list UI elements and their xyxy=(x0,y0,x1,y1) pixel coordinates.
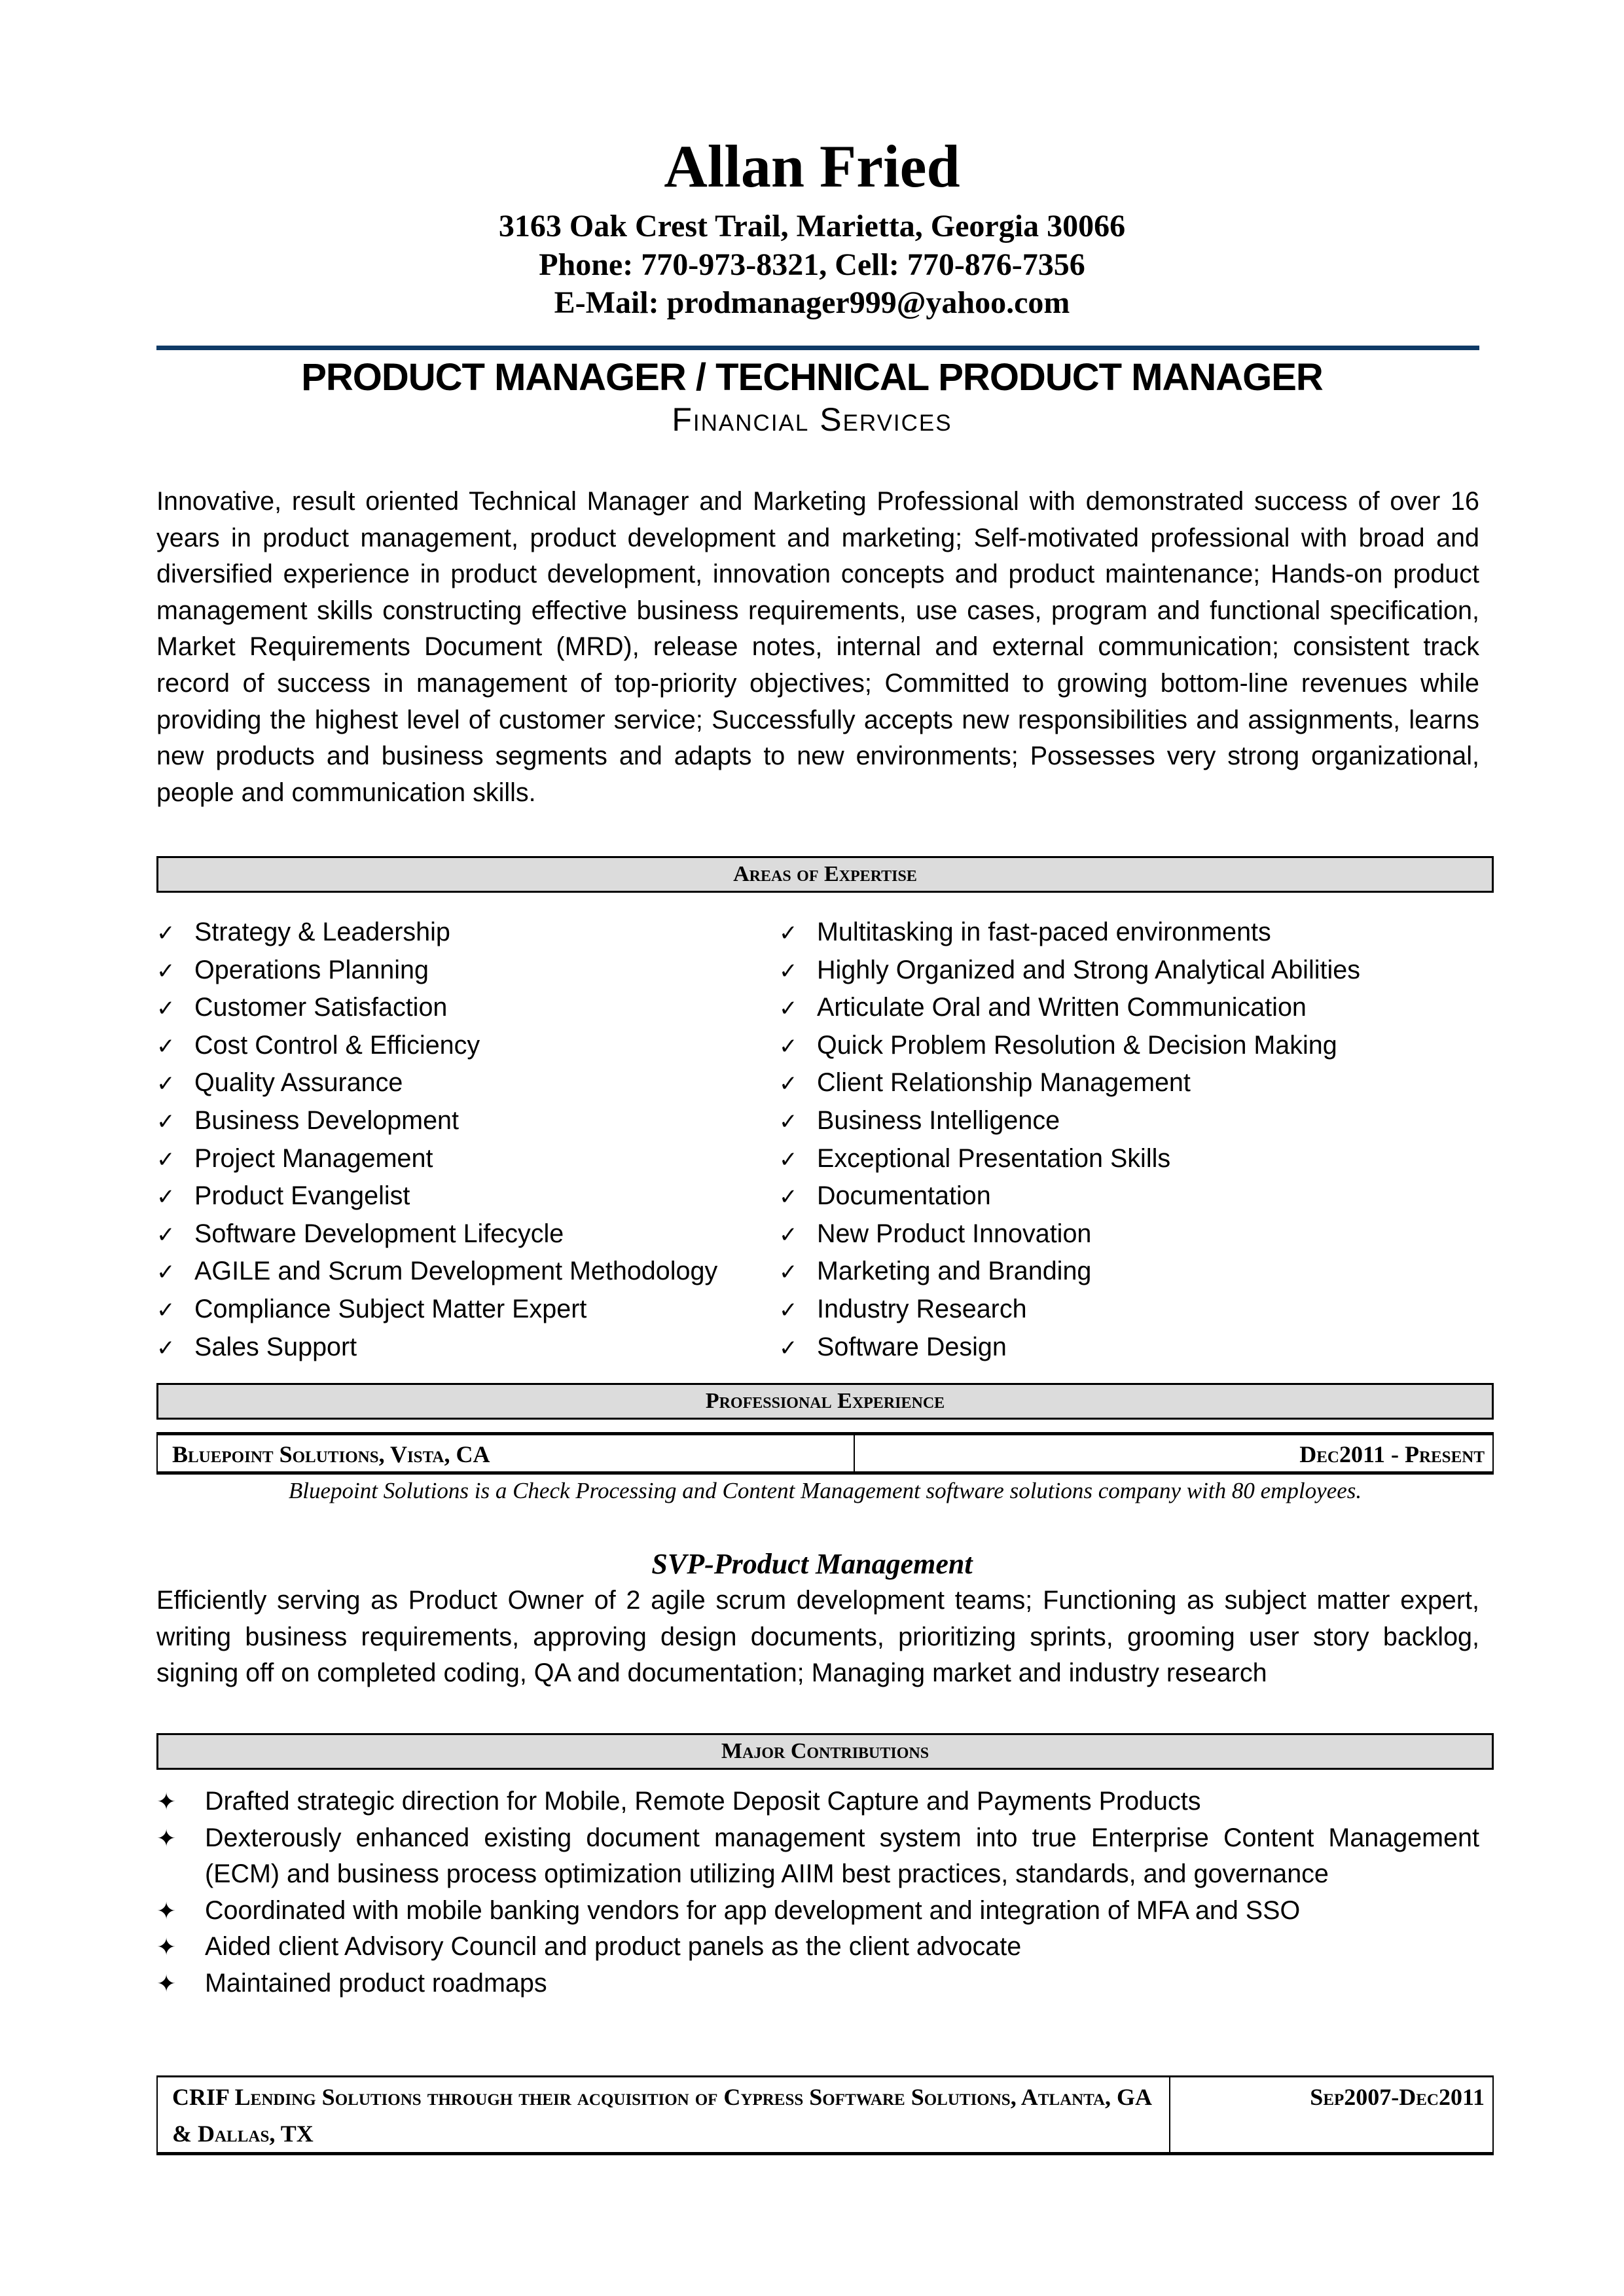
contribution-text: Maintained product roadmaps xyxy=(205,1968,547,1998)
expertise-item xyxy=(156,914,717,952)
expertise-item xyxy=(156,1253,717,1291)
contribution-item xyxy=(156,1784,1479,1820)
expertise-list-left xyxy=(156,914,717,1367)
expertise-list-right xyxy=(779,914,1360,1367)
expertise-label: Business Development xyxy=(194,1105,459,1135)
expertise-label: Articulate Oral and Written Communication xyxy=(817,993,1307,1022)
expertise-label: Operations Planning xyxy=(194,955,429,984)
checkmark-icon: ✓ xyxy=(156,1260,175,1285)
expertise-label: Project Management xyxy=(194,1143,433,1173)
email-line: E-Mail: prodmanager999@yahoo.com xyxy=(554,285,1070,320)
job-company: Bluepoint Solutions, Vista, CA xyxy=(158,1435,855,1471)
checkmark-icon: ✓ xyxy=(156,1222,175,1247)
professional-summary: Innovative, result oriented Technical Manager and Marketing Professional with demonstrated success of over 16 years in product management, product development and marketing; Self-motivated professional with broad and diversified experience in product development, innovation concepts and product maintenance; Hands-on product management skills constructing effective business requirements, use cases, program and functional specification, Market Requirements Document (MRD), release notes, internal and external communication; consistent track record of success in management of top-priority objectives; Committed to growing bottom-line revenues while providing the highest level of customer service; Successfully accepts new responsibilities and assignments, learns new products and business segments and adapts to new environments; Possesses very strong organizational, people and communication skills. xyxy=(156,487,1479,807)
checkmark-icon: ✓ xyxy=(156,958,175,984)
expertise-item xyxy=(779,1141,1360,1179)
checkmark-icon: ✓ xyxy=(779,1185,798,1210)
expertise-label: Multitasking in fast-paced environments xyxy=(817,918,1271,946)
expertise-item xyxy=(156,1103,717,1141)
contribution-item xyxy=(156,1820,1479,1893)
expertise-label: Industry Research xyxy=(817,1294,1027,1323)
expertise-label: Cost Control & Efficiency xyxy=(194,1030,480,1060)
expertise-label: New Product Innovation xyxy=(817,1219,1092,1248)
expertise-item xyxy=(779,1329,1360,1367)
contributions-list xyxy=(156,1784,1479,2002)
expertise-item xyxy=(156,1291,717,1329)
checkmark-icon: ✓ xyxy=(779,1260,798,1285)
expertise-item xyxy=(779,990,1360,1028)
headline-title: PRODUCT MANAGER / TECHNICAL PRODUCT MANAGER xyxy=(301,356,1323,399)
checkmark-icon: ✓ xyxy=(779,1071,798,1097)
star-bullet-icon: ✦ xyxy=(156,1897,177,1924)
expertise-item xyxy=(156,990,717,1028)
expertise-label: Strategy & Leadership xyxy=(194,918,450,946)
contribution-text: Dexterously enhanced existing document management system into true Enterprise Content Management (ECM) and business process optimization utilizing AIIM best practices, standards, and governance xyxy=(205,1823,1479,1889)
expertise-item xyxy=(156,1065,717,1103)
expertise-label: Compliance Subject Matter Expert xyxy=(194,1294,587,1323)
checkmark-icon: ✓ xyxy=(779,958,798,984)
checkmark-icon: ✓ xyxy=(156,1297,175,1323)
expertise-item xyxy=(156,1178,717,1216)
checkmark-icon: ✓ xyxy=(779,1297,798,1323)
expertise-label: Highly Organized and Strong Analytical Abilities xyxy=(817,955,1360,984)
checkmark-icon: ✓ xyxy=(156,1185,175,1210)
section-header-contributions xyxy=(156,1733,1494,1770)
checkmark-icon: ✓ xyxy=(779,1147,798,1172)
checkmark-icon: ✓ xyxy=(156,996,175,1022)
expertise-label: Business Intelligence xyxy=(817,1105,1060,1135)
contribution-item xyxy=(156,1965,1479,2002)
checkmark-icon: ✓ xyxy=(779,1222,798,1247)
checkmark-icon: ✓ xyxy=(779,1335,798,1361)
expertise-item xyxy=(779,1065,1360,1103)
contribution-text: Drafted strategic direction for Mobile, Remote Deposit Capture and Payments Products xyxy=(205,1787,1201,1816)
expertise-item xyxy=(779,1028,1360,1066)
checkmark-icon: ✓ xyxy=(156,1071,175,1097)
expertise-label: Marketing and Branding xyxy=(817,1257,1092,1286)
expertise-item xyxy=(156,1141,717,1179)
job-company: CRIF Lending Solutions through their acquisition of Cypress Software Solutions, Atlanta, GA & Dallas, TX xyxy=(158,2077,1170,2152)
expertise-item xyxy=(779,1253,1360,1291)
header-divider xyxy=(156,346,1479,350)
job-dates: Dec2011 - Present xyxy=(1299,1441,1485,1467)
expertise-item xyxy=(156,1216,717,1254)
expertise-label: Product Evangelist xyxy=(194,1181,410,1211)
job-dates: Sep2007-Dec2011 xyxy=(1310,2084,1485,2110)
checkmark-icon: ✓ xyxy=(779,921,798,946)
expertise-label: Quality Assurance xyxy=(194,1068,403,1098)
role-title: SVP-Product Management xyxy=(651,1548,973,1580)
star-bullet-icon: ✦ xyxy=(156,1788,177,1815)
expertise-label: Sales Support xyxy=(194,1332,357,1361)
expertise-label: AGILE and Scrum Development Methodology xyxy=(194,1257,718,1286)
contribution-item xyxy=(156,1929,1479,1965)
section-header-expertise xyxy=(156,856,1494,893)
section-title: Major Contributions xyxy=(721,1739,929,1763)
checkmark-icon: ✓ xyxy=(156,921,175,946)
section-title: Areas of Expertise xyxy=(733,862,917,886)
expertise-item xyxy=(156,1329,717,1367)
star-bullet-icon: ✦ xyxy=(156,1969,177,1997)
company-description: Bluepoint Solutions is a Check Processing and Content Management software solutions company with 80 employees. xyxy=(288,1478,1362,1503)
section-header-experience xyxy=(156,1383,1494,1420)
expertise-item xyxy=(779,1291,1360,1329)
expertise-item xyxy=(779,952,1360,990)
checkmark-icon: ✓ xyxy=(156,1109,175,1134)
contribution-text: Coordinated with mobile banking vendors for app development and integration of MFA and SSO xyxy=(205,1895,1301,1925)
job-header-crif xyxy=(156,2075,1494,2155)
expertise-item xyxy=(156,1028,717,1066)
checkmark-icon: ✓ xyxy=(156,1033,175,1059)
expertise-label: Software Development Lifecycle xyxy=(194,1219,564,1248)
address: 3163 Oak Crest Trail, Marietta, Georgia 30066 xyxy=(498,209,1126,243)
checkmark-icon: ✓ xyxy=(156,1147,175,1172)
expertise-item xyxy=(779,1103,1360,1141)
expertise-label: Client Relationship Management xyxy=(817,1068,1191,1098)
checkmark-icon: ✓ xyxy=(779,1109,798,1134)
headline-subtitle: Financial Services xyxy=(672,401,952,438)
star-bullet-icon: ✦ xyxy=(156,1933,177,1961)
expertise-label: Software Design xyxy=(817,1332,1007,1361)
star-bullet-icon: ✦ xyxy=(156,1824,177,1852)
job-header-bluepoint xyxy=(156,1432,1494,1475)
checkmark-icon: ✓ xyxy=(156,1335,175,1361)
expertise-label: Quick Problem Resolution & Decision Making xyxy=(817,1030,1337,1060)
candidate-name: Allan Fried xyxy=(664,133,960,200)
phone-line: Phone: 770-973-8321, Cell: 770-876-7356 xyxy=(539,247,1085,282)
expertise-item xyxy=(779,1178,1360,1216)
expertise-label: Customer Satisfaction xyxy=(194,993,448,1022)
expertise-label: Exceptional Presentation Skills xyxy=(817,1143,1171,1173)
expertise-label: Documentation xyxy=(817,1181,991,1211)
expertise-item xyxy=(156,952,717,990)
expertise-item xyxy=(779,914,1360,952)
contribution-item xyxy=(156,1893,1479,1929)
checkmark-icon: ✓ xyxy=(779,1033,798,1059)
expertise-item xyxy=(779,1216,1360,1254)
checkmark-icon: ✓ xyxy=(779,996,798,1022)
role-summary: Efficiently serving as Product Owner of 2 agile scrum development teams; Functioning as subject matter expert, writing business requirements, approving design documents, prioritizing sprints, grooming user story backlog, signing off on completed coding, QA and documentation; Managing market and industry research xyxy=(156,1586,1479,1688)
section-title: Professional Experience xyxy=(705,1389,945,1413)
contribution-text: Aided client Advisory Council and product panels as the client advocate xyxy=(205,1932,1022,1962)
